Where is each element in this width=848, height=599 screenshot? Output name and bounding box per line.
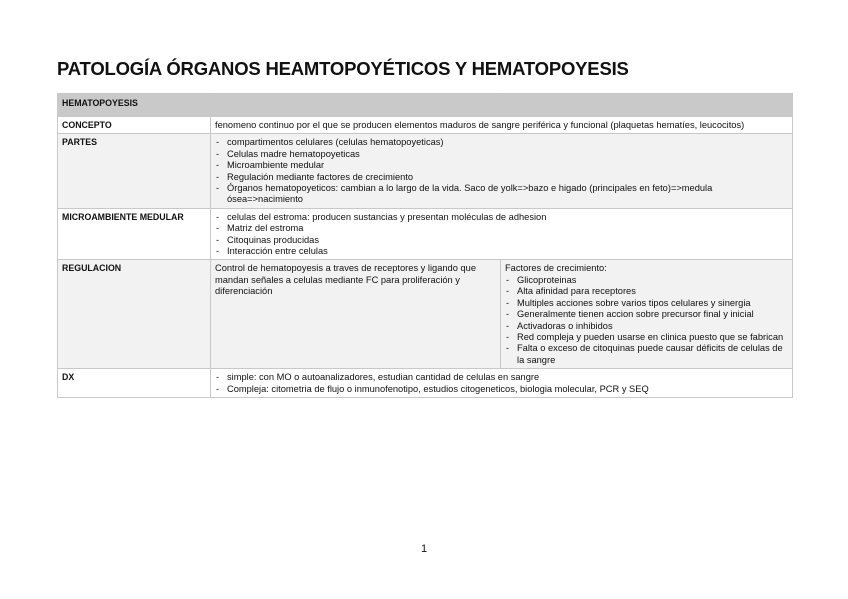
hematopoyesis-table [57, 93, 793, 398]
list-item: - Generalmente tienen accion sobre precursor final y inicial [505, 309, 788, 320]
list-item: - Celulas madre hematopoyeticas [215, 149, 788, 160]
table-header-row [58, 94, 793, 117]
list-item: - Matriz del estroma [215, 223, 788, 234]
list-item: - Interacción entre celulas [215, 246, 788, 257]
table-row-microambiente [58, 208, 793, 260]
list-item: - Glicoproteinas [505, 275, 788, 286]
list-item: - Regulación mediante factores de crecimiento [215, 172, 788, 183]
row-label: MICROAMBIENTE MEDULAR [58, 208, 211, 260]
concepto-text: fenomeno continuo por el que se producen elementos maduros de sangre periférica y funcional (plaquetas hematíes, leucocitos) [211, 117, 793, 134]
list-item: - Órganos hematopoyeticos: cambian a lo largo de la vida. Saco de yolk=>bazo e higado (principales en feto)=>medula ósea=>nacimiento [215, 183, 788, 206]
row-label: PARTES [58, 134, 211, 208]
header-cell-empty [211, 94, 501, 117]
table-row-dx [58, 369, 793, 398]
microambiente-list-cell [211, 208, 793, 260]
dx-list-cell [211, 369, 793, 398]
list-item: - Red compleja y pueden usarse en clinica puesto que se fabrican [505, 332, 788, 343]
microambiente-list [215, 212, 788, 258]
list-item: - celulas del estroma: producen sustancias y presentan moléculas de adhesion [215, 212, 788, 223]
list-item: - Activadoras o inhibidos [505, 321, 788, 332]
table-row-regulacion [58, 260, 793, 369]
header-cell-empty [501, 94, 793, 117]
table-row-concepto [58, 117, 793, 134]
row-label: CONCEPTO [58, 117, 211, 134]
list-item: - Alta afinidad para receptores [505, 286, 788, 297]
list-item: - simple: con MO o autoanalizadores, estudian cantidad de celulas en sangre [215, 372, 788, 383]
page-number: 1 [420, 543, 428, 555]
partes-list-cell [211, 134, 793, 208]
table-row-partes [58, 134, 793, 208]
row-label: REGULACION [58, 260, 211, 369]
factores-title: Factores de crecimiento: [505, 263, 607, 274]
regulacion-right-cell [501, 260, 793, 369]
list-item: - Falta o exceso de citoquinas puede causar déficits de celulas de la sangre [505, 343, 788, 366]
header-label: HEMATOPOYESIS [58, 94, 211, 117]
list-item: - compartimentos celulares (celulas hematopoyeticas) [215, 137, 788, 148]
page-title: PATOLOGÍA ÓRGANOS HEAMTOPOYÉTICOS Y HEMATOPOYESIS [57, 58, 629, 79]
list-item: - Compleja: citometria de flujo o inmunofenotipo, estudios citogeneticos, biologia molecular, PCR y SEQ [215, 384, 788, 395]
partes-list [215, 137, 788, 205]
regulacion-left-text: Control de hematopoyesis a traves de receptores y ligando que mandan señales a celulas mediante FC para proliferación y diferenciación [211, 260, 501, 369]
list-item: - Microambiente medular [215, 160, 788, 171]
row-label: DX [58, 369, 211, 398]
dx-list [215, 372, 788, 395]
list-item: - Multiples acciones sobre varios tipos celulares y sinergia [505, 298, 788, 309]
factores-list [505, 275, 788, 366]
list-item: - Citoquinas producidas [215, 235, 788, 246]
